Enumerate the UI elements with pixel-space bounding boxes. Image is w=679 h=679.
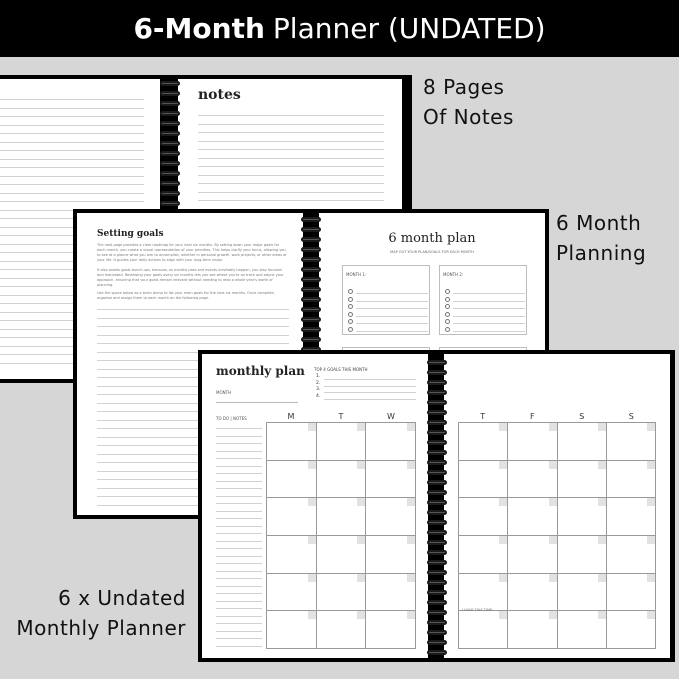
goals-paragraph-1: The next page provides a clear roadmap for your next six months. By setting down your major goals for each month, you create a visual representation of your priorities. This helps clarify your focus, allowing you to see at a glance what you aim to accomplish, whether in personal growth, work projects, or other areas of your life. It guides your daily actions to align with your long-term vision. xyxy=(97,243,287,262)
calendar-day-cell[interactable] xyxy=(459,574,508,612)
spiral-ring xyxy=(301,327,321,332)
calendar-day-cell[interactable] xyxy=(508,461,557,499)
calendar-day-cell[interactable] xyxy=(607,498,656,536)
note-line xyxy=(0,116,144,117)
date-square xyxy=(308,498,316,506)
calendar-day-cell[interactable] xyxy=(366,536,416,574)
spiral-ring xyxy=(160,151,180,156)
goal-entry-line xyxy=(356,301,428,302)
note-line xyxy=(198,132,384,133)
date-square xyxy=(407,498,415,506)
goal-entry-line xyxy=(356,323,428,324)
caption-planning-line2: Planning xyxy=(556,241,647,265)
calendar-day-cell[interactable] xyxy=(459,498,508,536)
calendar-day-cell[interactable] xyxy=(267,423,317,461)
todo-line xyxy=(216,616,262,617)
date-square xyxy=(598,423,606,431)
spiral-ring xyxy=(160,141,180,146)
note-line xyxy=(0,167,144,168)
spiral-ring xyxy=(427,390,447,395)
spiral-ring xyxy=(427,500,447,505)
calendar-day-cell[interactable] xyxy=(459,461,508,499)
todo-line xyxy=(216,488,262,489)
spiral-ring xyxy=(427,460,447,465)
date-square xyxy=(647,423,655,431)
monthly-left-page xyxy=(202,354,428,658)
weekday-header: T xyxy=(338,412,344,421)
note-line xyxy=(198,166,384,167)
spiral-ring xyxy=(427,580,447,585)
monthly-title: monthly plan xyxy=(216,364,305,378)
spiral-ring xyxy=(427,520,447,525)
todo-line xyxy=(216,593,262,594)
goal-entry-line xyxy=(453,308,525,309)
spiral-ring xyxy=(427,430,447,435)
spiral-ring xyxy=(301,237,321,242)
note-line xyxy=(0,150,144,151)
todo-line xyxy=(216,638,262,639)
todo-line xyxy=(216,556,262,557)
spiral-ring xyxy=(301,287,321,292)
month-underline xyxy=(216,402,298,403)
goal-line xyxy=(97,309,289,310)
date-square xyxy=(598,461,606,469)
monthly-spiral-binding xyxy=(427,360,447,660)
spiral-ring xyxy=(160,191,180,196)
spiral-ring xyxy=(301,277,321,282)
date-square xyxy=(549,611,557,619)
title-banner xyxy=(0,0,679,57)
calendar-day-cell[interactable] xyxy=(607,536,656,574)
goal-line xyxy=(97,343,289,344)
calendar-grid-left xyxy=(266,422,416,649)
spiral-ring xyxy=(427,420,447,425)
calendar-day-cell[interactable] xyxy=(366,611,416,649)
spiral-ring xyxy=(301,247,321,252)
spiral-ring xyxy=(427,650,447,655)
goals-spiral-binding xyxy=(301,217,321,357)
spiral-ring xyxy=(160,121,180,126)
monthly-planner-spread xyxy=(198,350,675,662)
todo-line xyxy=(216,451,262,452)
note-line xyxy=(198,149,384,150)
goal-entry-line xyxy=(453,323,525,324)
todo-line xyxy=(216,436,262,437)
date-square xyxy=(407,423,415,431)
spiral-ring xyxy=(427,450,447,455)
todo-notes-heading: TO DO | NOTES xyxy=(216,416,247,421)
spiral-ring xyxy=(301,227,321,232)
todo-line xyxy=(216,458,262,459)
note-line xyxy=(198,115,384,116)
goal-checkbox-circle[interactable] xyxy=(445,304,450,309)
goal-entry-line xyxy=(324,399,416,400)
todo-line xyxy=(216,586,262,587)
date-square xyxy=(357,536,365,544)
spiral-ring xyxy=(427,620,447,625)
todo-line xyxy=(216,526,262,527)
calendar-day-cell[interactable] xyxy=(317,574,367,612)
spiral-ring xyxy=(160,131,180,136)
todo-line xyxy=(216,428,262,429)
goal-number: 2. xyxy=(316,380,321,386)
weekday-header: S xyxy=(628,412,634,421)
spiral-ring xyxy=(301,337,321,342)
todo-line xyxy=(216,466,262,467)
date-square xyxy=(499,536,507,544)
todo-line xyxy=(216,608,262,609)
calendar-day-cell[interactable] xyxy=(317,611,367,649)
todo-line xyxy=(216,496,262,497)
date-square xyxy=(308,574,316,582)
spiral-ring xyxy=(160,161,180,166)
todo-line xyxy=(216,518,262,519)
date-square xyxy=(407,461,415,469)
calendar-day-cell[interactable] xyxy=(508,423,557,461)
goal-entry-line xyxy=(356,316,428,317)
calendar-day-cell[interactable] xyxy=(558,574,607,612)
todo-line xyxy=(216,571,262,572)
six-month-title: 6 month plan xyxy=(388,231,476,246)
caption-planning-line1: 6 Month xyxy=(556,211,642,235)
todo-line xyxy=(216,601,262,602)
spiral-ring xyxy=(427,490,447,495)
calendar-footer-note: I HAVE THIS TIME: xyxy=(462,608,494,612)
goal-checkbox-circle[interactable] xyxy=(348,312,353,317)
spiral-ring xyxy=(427,410,447,415)
calendar-day-cell[interactable] xyxy=(366,574,416,612)
spiral-ring xyxy=(427,360,447,365)
spiral-ring xyxy=(427,510,447,515)
calendar-day-cell[interactable] xyxy=(558,536,607,574)
note-line xyxy=(0,125,144,126)
weekday-header: T xyxy=(480,412,486,421)
top-goals-heading: TOP 4 GOALS THIS MONTH xyxy=(314,367,368,372)
todo-line xyxy=(216,623,262,624)
calendar-day-cell[interactable] xyxy=(558,423,607,461)
calendar-day-cell[interactable] xyxy=(508,611,557,649)
spiral-ring xyxy=(427,540,447,545)
month-1-label: MONTH 1: xyxy=(346,272,367,277)
goal-number: 1. xyxy=(316,374,321,379)
spiral-ring xyxy=(427,370,447,375)
note-line xyxy=(198,124,384,125)
notes-title: notes xyxy=(198,87,241,103)
goal-checkbox-circle[interactable] xyxy=(445,312,450,317)
weekday-header: F xyxy=(529,412,535,421)
date-square xyxy=(407,536,415,544)
spiral-ring xyxy=(160,201,180,206)
spiral-ring xyxy=(301,297,321,302)
goal-entry-line xyxy=(453,331,525,332)
todo-line xyxy=(216,503,262,504)
calendar-day-cell[interactable] xyxy=(317,536,367,574)
goals-title: Setting goals xyxy=(97,229,164,239)
spiral-ring xyxy=(427,600,447,605)
date-square xyxy=(549,574,557,582)
goal-entry-line xyxy=(324,379,416,380)
spiral-ring xyxy=(160,101,180,106)
spiral-ring xyxy=(160,171,180,176)
calendar-day-cell[interactable] xyxy=(459,423,508,461)
caption-planning xyxy=(556,208,646,268)
calendar-day-cell[interactable] xyxy=(607,423,656,461)
spiral-ring xyxy=(160,111,180,116)
spiral-ring xyxy=(427,560,447,565)
spiral-ring xyxy=(427,440,447,445)
todo-line xyxy=(216,511,262,512)
date-square xyxy=(499,461,507,469)
spiral-ring xyxy=(427,400,447,405)
goal-line xyxy=(97,326,289,327)
goal-entry-line xyxy=(324,386,416,387)
spiral-ring xyxy=(160,91,180,96)
spiral-ring xyxy=(301,257,321,262)
spiral-ring xyxy=(427,380,447,385)
goal-checkbox-circle[interactable] xyxy=(445,297,450,302)
goal-checkbox-circle[interactable] xyxy=(348,327,353,332)
calendar-day-cell[interactable] xyxy=(366,498,416,536)
date-square xyxy=(308,461,316,469)
calendar-day-cell[interactable] xyxy=(267,461,317,499)
todo-line xyxy=(216,473,262,474)
goal-checkbox-circle[interactable] xyxy=(445,319,450,324)
todo-line xyxy=(216,533,262,534)
date-square xyxy=(407,574,415,582)
note-line xyxy=(198,200,384,201)
date-square xyxy=(499,611,507,619)
date-square xyxy=(647,461,655,469)
todo-line xyxy=(216,541,262,542)
date-square xyxy=(357,423,365,431)
note-line xyxy=(198,158,384,159)
calendar-day-cell[interactable] xyxy=(607,574,656,612)
six-month-subtitle: MAP OUT YOUR PLAN/GOALS FOR EACH MONTH xyxy=(390,250,474,254)
banner-text: Planner (UNDATED) xyxy=(272,12,546,45)
todo-line xyxy=(216,443,262,444)
note-line xyxy=(198,175,384,176)
date-square xyxy=(598,574,606,582)
note-line xyxy=(198,183,384,184)
date-square xyxy=(598,611,606,619)
goal-checkbox-circle[interactable] xyxy=(348,304,353,309)
note-line xyxy=(0,176,144,177)
calendar-day-cell[interactable] xyxy=(508,498,557,536)
date-square xyxy=(647,611,655,619)
note-line xyxy=(198,141,384,142)
calendar-day-cell[interactable] xyxy=(558,498,607,536)
calendar-day-cell[interactable] xyxy=(459,536,508,574)
calendar-day-cell[interactable] xyxy=(607,611,656,649)
calendar-day-cell[interactable] xyxy=(558,611,607,649)
month-2-label: MONTH 2: xyxy=(443,272,464,277)
spiral-ring xyxy=(427,590,447,595)
caption-notes-line1: 8 Pages xyxy=(423,75,505,99)
caption-monthly-line1: 6 x Undated xyxy=(58,586,186,610)
spiral-ring xyxy=(301,217,321,222)
todo-line xyxy=(216,646,262,647)
date-square xyxy=(357,611,365,619)
date-square xyxy=(549,461,557,469)
weekday-header: M xyxy=(287,412,295,421)
goal-checkbox-circle[interactable] xyxy=(348,289,353,294)
date-square xyxy=(647,536,655,544)
goal-entry-line xyxy=(356,308,428,309)
date-square xyxy=(357,498,365,506)
date-square xyxy=(308,611,316,619)
calendar-day-cell[interactable] xyxy=(317,498,367,536)
note-line xyxy=(0,201,144,202)
calendar-day-cell[interactable] xyxy=(558,461,607,499)
date-square xyxy=(549,498,557,506)
calendar-day-cell[interactable] xyxy=(459,611,508,649)
goal-number: 4. xyxy=(316,393,321,399)
weekday-header: S xyxy=(579,412,585,421)
note-line xyxy=(0,99,144,100)
date-square xyxy=(647,498,655,506)
spiral-ring xyxy=(301,317,321,322)
spiral-ring xyxy=(427,550,447,555)
goals-paragraph-3: Use the space below as a brain dump to list your main goals for the next six months. Once complete, organise and assign them to each month on the following page. xyxy=(97,291,275,300)
note-line xyxy=(0,184,144,185)
goal-entry-line xyxy=(356,331,428,332)
todo-line xyxy=(216,563,262,564)
calendar-day-cell[interactable] xyxy=(267,574,317,612)
goal-checkbox-circle[interactable] xyxy=(348,319,353,324)
spiral-ring xyxy=(301,307,321,312)
calendar-grid-right xyxy=(458,422,656,649)
date-square xyxy=(407,611,415,619)
calendar-day-cell[interactable] xyxy=(267,498,317,536)
goal-checkbox-circle[interactable] xyxy=(445,289,450,294)
month-label: MONTH xyxy=(216,390,232,395)
date-square xyxy=(499,498,507,506)
goal-line xyxy=(97,318,289,319)
caption-notes-line2: Of Notes xyxy=(423,105,514,129)
spiral-ring xyxy=(427,470,447,475)
calendar-day-cell[interactable] xyxy=(607,461,656,499)
goal-entry-line xyxy=(324,392,416,393)
date-square xyxy=(499,574,507,582)
calendar-day-cell[interactable] xyxy=(366,423,416,461)
weekday-header: W xyxy=(387,412,395,421)
note-line xyxy=(0,193,144,194)
caption-monthly-line2: Monthly Planner xyxy=(16,616,186,640)
date-square xyxy=(647,574,655,582)
spiral-ring xyxy=(160,181,180,186)
todo-line xyxy=(216,481,262,482)
todo-line xyxy=(216,631,262,632)
date-square xyxy=(598,536,606,544)
calendar-day-cell[interactable] xyxy=(508,536,557,574)
goal-checkbox-circle[interactable] xyxy=(348,297,353,302)
date-square xyxy=(598,498,606,506)
date-square xyxy=(308,536,316,544)
note-line xyxy=(0,159,144,160)
spiral-ring xyxy=(427,480,447,485)
todo-line xyxy=(216,578,262,579)
spiral-ring xyxy=(427,630,447,635)
date-square xyxy=(357,574,365,582)
goal-entry-line xyxy=(453,316,525,317)
goal-entry-line xyxy=(356,293,428,294)
monthly-right-page xyxy=(444,354,670,658)
goal-entry-line xyxy=(453,301,525,302)
spiral-ring xyxy=(427,570,447,575)
todo-line xyxy=(216,548,262,549)
date-square xyxy=(499,423,507,431)
note-line xyxy=(0,108,144,109)
calendar-day-cell[interactable] xyxy=(366,461,416,499)
date-square xyxy=(549,423,557,431)
spiral-ring xyxy=(160,81,180,86)
calendar-day-cell[interactable] xyxy=(267,611,317,649)
banner-bold-text: 6-Month xyxy=(133,12,265,45)
date-square xyxy=(357,461,365,469)
note-line xyxy=(0,133,144,134)
goal-line xyxy=(97,335,289,336)
goal-number: 3. xyxy=(316,387,321,392)
calendar-day-cell[interactable] xyxy=(508,574,557,612)
goal-checkbox-circle[interactable] xyxy=(445,327,450,332)
calendar-day-cell[interactable] xyxy=(267,536,317,574)
date-square xyxy=(549,536,557,544)
note-line xyxy=(0,142,144,143)
caption-notes xyxy=(423,72,514,132)
goal-entry-line xyxy=(453,293,525,294)
date-square xyxy=(308,423,316,431)
spiral-ring xyxy=(427,610,447,615)
spiral-ring xyxy=(301,267,321,272)
caption-monthly xyxy=(10,583,186,643)
spiral-ring xyxy=(427,640,447,645)
note-line xyxy=(198,192,384,193)
calendar-day-cell[interactable] xyxy=(317,423,367,461)
spiral-ring xyxy=(427,530,447,535)
calendar-day-cell[interactable] xyxy=(317,461,367,499)
goals-paragraph-2: It also avoids goals bunch-ups, because, as months pass and events inevitably happen, you stay focused and motivated. Reviewing your goals every six months lets you see where you're on track and adjust your approach, ensuring that your goals remain relevant without needing to redo a whole year's worth of planning. xyxy=(97,268,284,287)
